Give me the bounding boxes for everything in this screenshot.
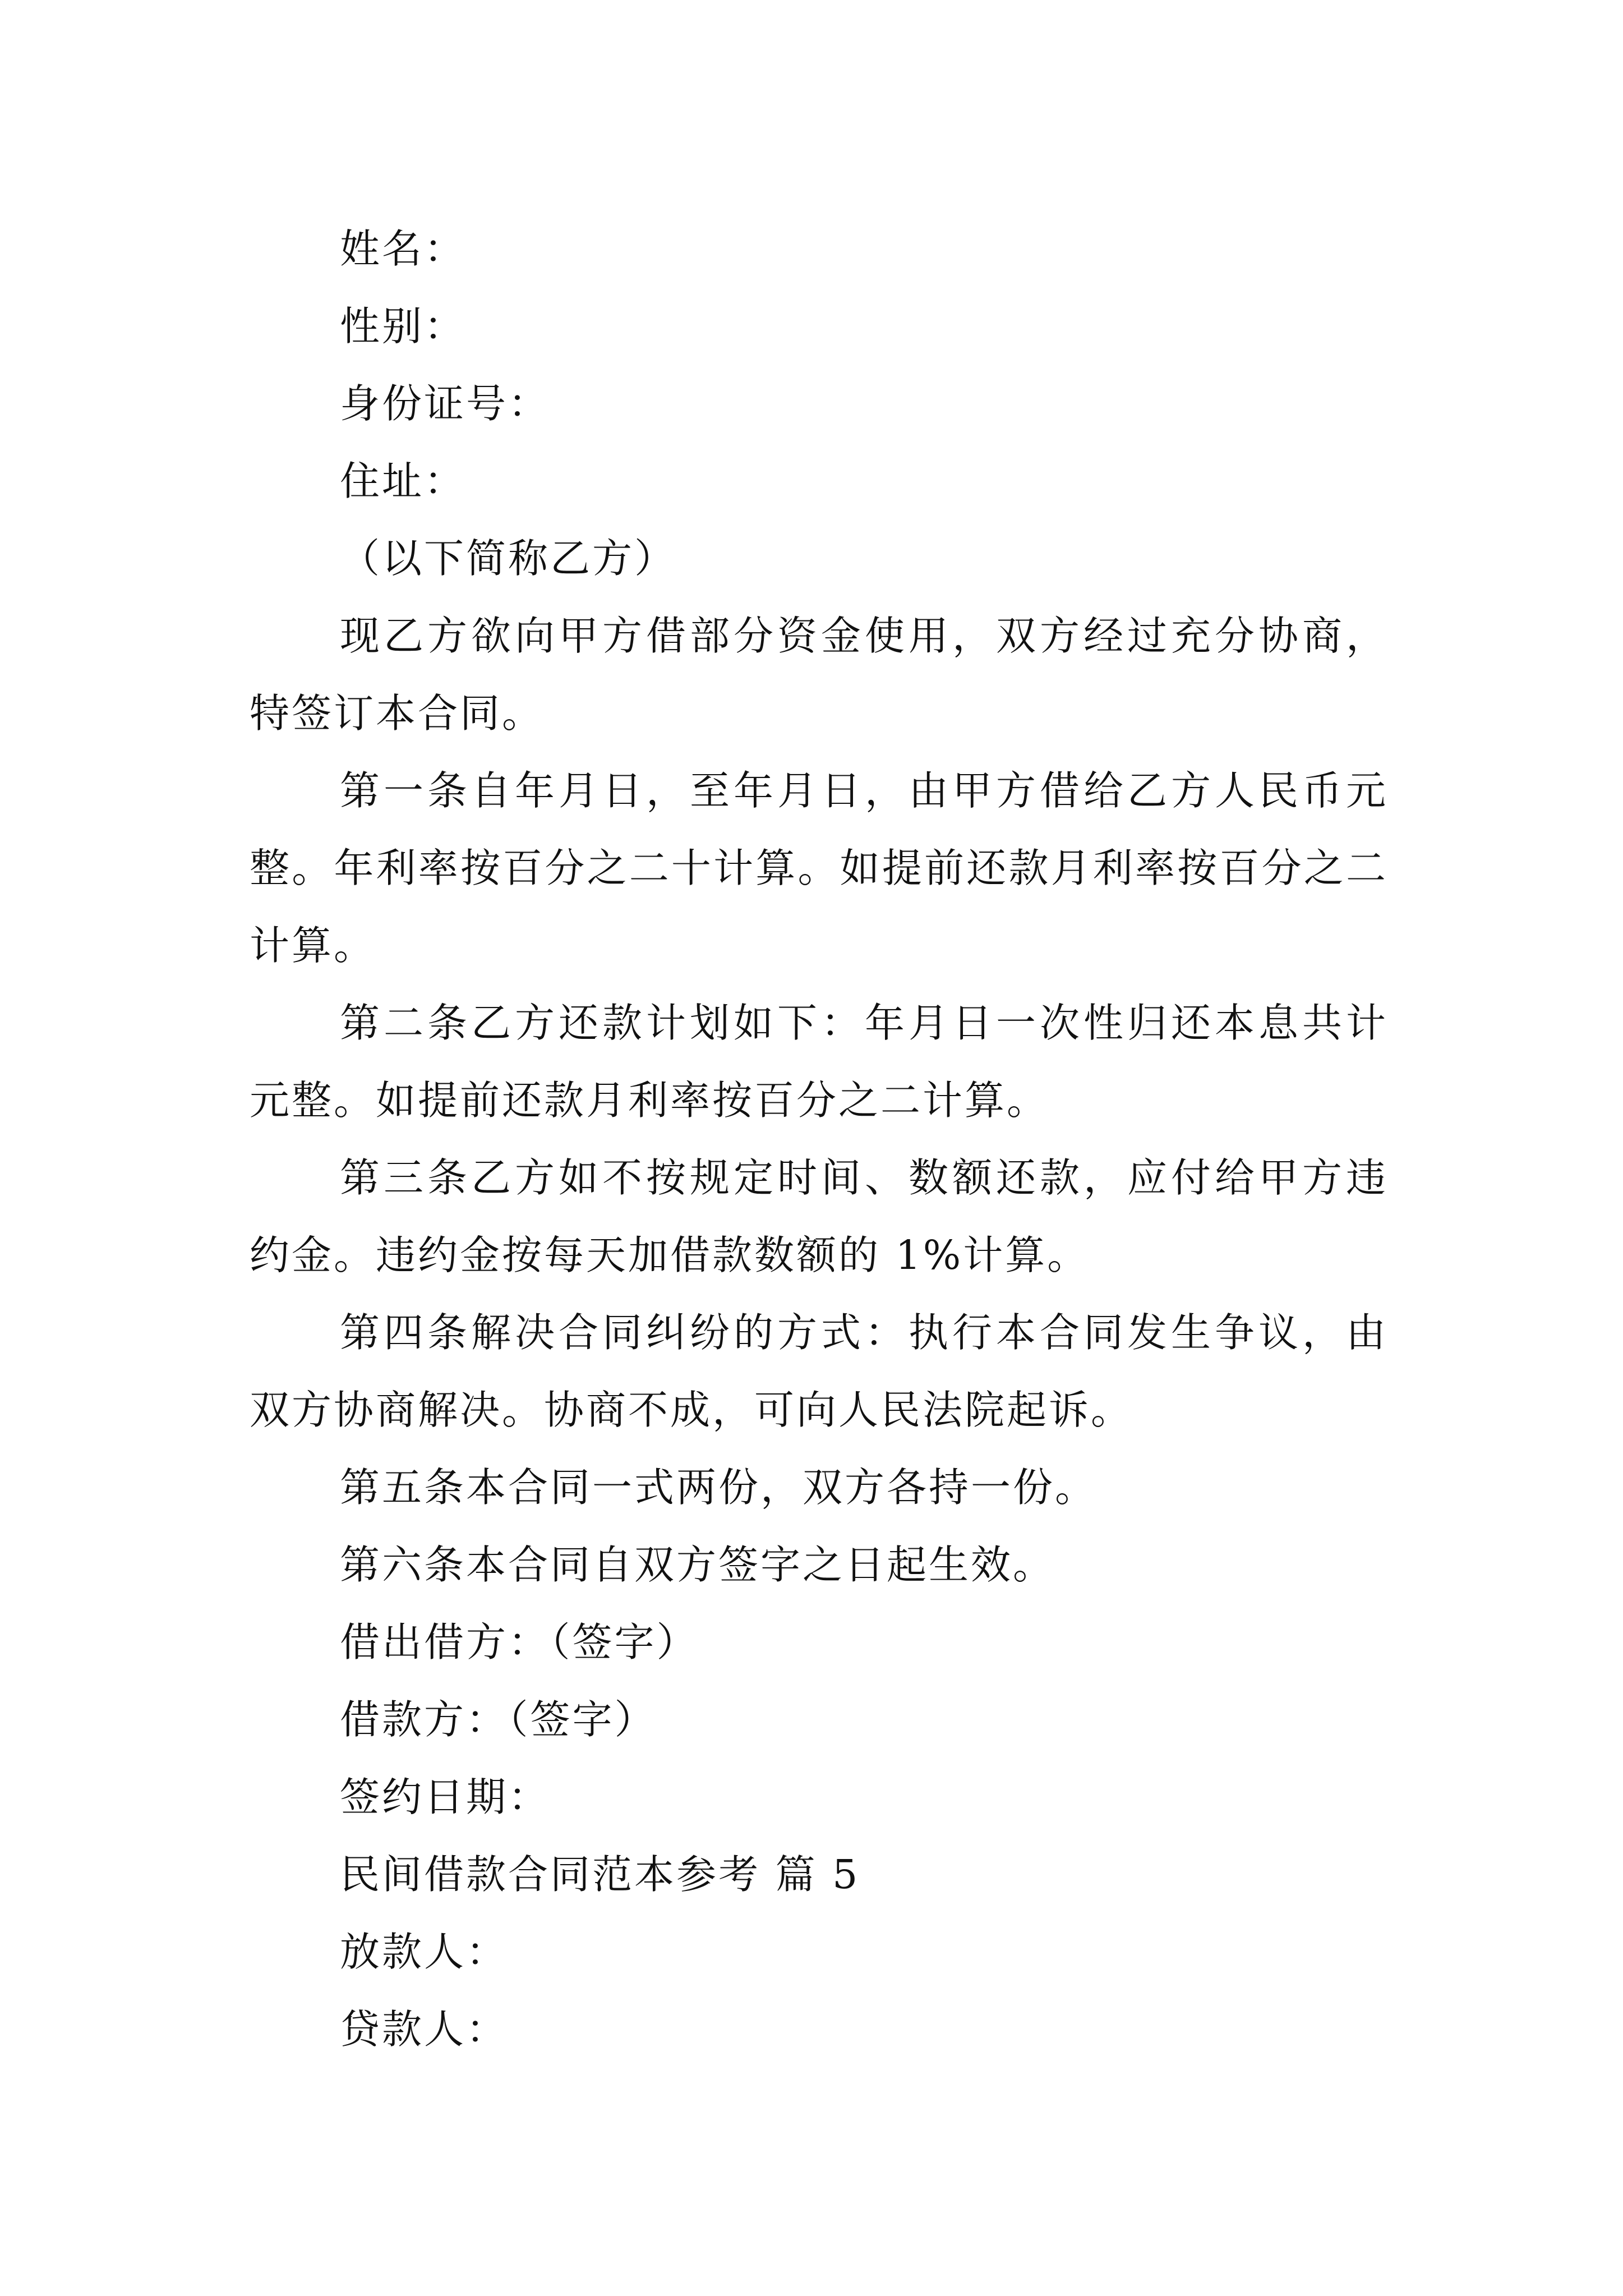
lender-field-label: 放款人： bbox=[340, 1929, 509, 1975]
article-5: 第五条本合同一式两份，双方各持一份。 bbox=[340, 1464, 1098, 1511]
intro-paragraph: 现乙方欲向甲方借部分资金使用，双方经过充分协商，特签订本合同。 bbox=[250, 613, 1388, 737]
article-2: 第二条乙方还款计划如下：年月日一次性归还本息共计元整。如提前还款月利率按百分之二计算。 bbox=[250, 1000, 1388, 1124]
borrower-field-label: 贷款人： bbox=[340, 2006, 509, 2053]
lender-signature-label: 借出借方：（签字） bbox=[340, 1619, 699, 1665]
name-field-label: 姓名： bbox=[340, 226, 467, 272]
address-field-label: 住址： bbox=[340, 458, 467, 504]
id-number-field-label: 身份证号： bbox=[340, 380, 551, 427]
sign-date-label: 签约日期： bbox=[340, 1774, 551, 1820]
gender-field-label: 性别： bbox=[340, 303, 467, 349]
article-1: 第一条自年月日，至年月日，由甲方借给乙方人民币元整。年利率按百分之二十计算。如提前还款月利率按百分之二计算。 bbox=[250, 767, 1388, 969]
article-6: 第六条本合同自双方签字之日起生效。 bbox=[340, 1542, 1055, 1588]
section-title: 民间借款合同范本参考 篇 5 bbox=[340, 1851, 860, 1898]
party-b-alias: （以下简称乙方） bbox=[340, 535, 677, 582]
article-3: 第三条乙方如不按规定时间、数额还款，应付给甲方违约金。违约金按每天加借款数额的 1%计算。 bbox=[250, 1154, 1388, 1278]
document-body bbox=[250, 210, 1388, 2068]
borrower-signature-label: 借款方：（签字） bbox=[340, 1696, 657, 1743]
article-4: 第四条解决合同纠纷的方式：执行本合同发生争议，由双方协商解决。协商不成，可向人民法院起诉。 bbox=[250, 1309, 1388, 1433]
